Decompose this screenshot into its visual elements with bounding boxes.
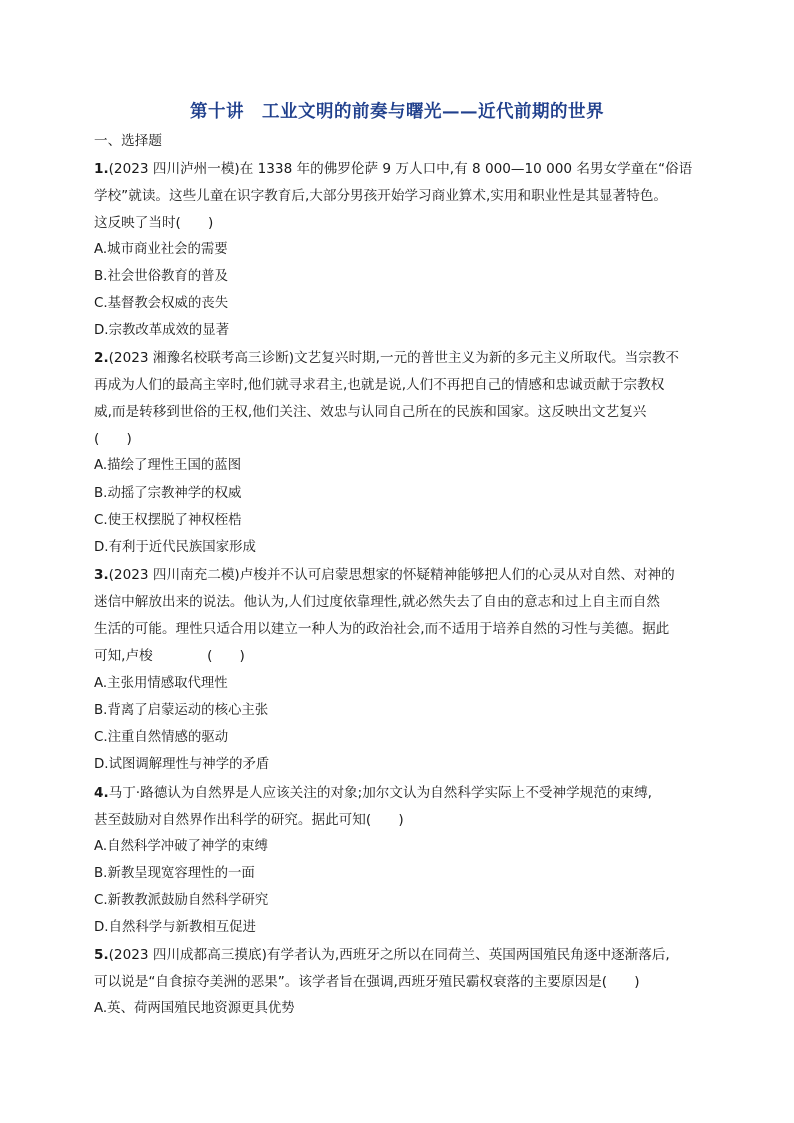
question-1-option-c: C.基督教会权威的丧失 (94, 296, 229, 311)
question-5-line-1: 5.(2023 四川成都高三摸底)有学者认为,西班牙之所以在同荷兰、英国两国殖民角逐中逐渐落后, (94, 947, 670, 963)
question-4-option-c: C.新教教派鼓励自然科学研究 (94, 893, 269, 908)
question-5-option-a: A.英、荷两国殖民地资源更具优势 (94, 1001, 295, 1016)
question-4-line-1: 4.马丁·路德认为自然界是人应该关注的对象;加尔文认为自然科学实际上不受神学规范的束缚, (94, 785, 653, 801)
question-3-option-c: C.注重自然情感的驱动 (94, 730, 229, 745)
question-1-line-2: 学校”就读。这些儿童在识字教育后,大部分男孩开始学习商业算术,实用和职业性是其显著特色。 (94, 188, 668, 204)
question-2-option-c: C.使王权摆脱了神权桎梏 (94, 513, 242, 528)
question-1-option-b: B.社会世俗教育的普及 (94, 269, 228, 284)
question-5-line-2: 可以说是“自食掠夺美洲的恶果”。该学者旨在强调,西班牙殖民霸权衰落的主要原因是( ) (94, 974, 640, 990)
question-2-line-1: 2.(2023 湘豫名校联考高三诊断)文艺复兴时期,一元的普世主义为新的多元主义所取代。当宗教不 (94, 350, 680, 366)
question-1-line-3: 这反映了当时( ) (94, 215, 214, 231)
question-3-option-a: A.主张用情感取代理性 (94, 676, 228, 691)
question-1-option-d: D.宗教改革成效的显著 (94, 323, 230, 338)
question-2-line-2: 再成为人们的最高主宰时,他们就寻求君主,也就是说,人们不再把自己的情感和忠诚贡献于宗教权 (94, 377, 665, 393)
question-3-line-4: 可知,卢梭 ( ) (94, 648, 245, 664)
question-4-option-b: B.新教呈现宽容理性的一面 (94, 866, 255, 881)
question-number: 4. (94, 785, 109, 801)
question-3-option-b: B.背离了启蒙运动的核心主张 (94, 703, 269, 718)
question-2-line-4: ( ) (94, 431, 132, 447)
question-3-line-3: 生活的可能。理性只适合用以建立一种人为的政治社会,而不适用于培养自然的习性与美德。据此 (94, 621, 670, 637)
question-number: 5. (94, 947, 109, 963)
question-4-option-a: A.自然科学冲破了神学的束缚 (94, 839, 268, 854)
question-3-line-1: 3.(2023 四川南充二模)卢梭并不认可启蒙思想家的怀疑精神能够把人们的心灵从对自然、对神的 (94, 567, 675, 583)
question-4-option-d: D.自然科学与新教相互促进 (94, 920, 256, 935)
page-title: 第十讲 工业文明的前奏与曙光——近代前期的世界 (190, 102, 604, 122)
question-2-option-d: D.有利于近代民族国家形成 (94, 540, 256, 555)
question-2-line-3: 威,而是转移到世俗的王权,他们关注、效忠与认同自己所在的民族和国家。这反映出文艺复兴 (94, 404, 647, 420)
question-3-option-d: D.试图调解理性与神学的矛盾 (94, 757, 270, 772)
question-4-line-2: 甚至鼓励对自然界作出科学的研究。据此可知( ) (94, 812, 404, 828)
question-2-option-b: B.动摇了宗教神学的权威 (94, 486, 242, 501)
section-heading: 一、选择题 (94, 133, 162, 149)
question-3-line-2: 迷信中解放出来的说法。他认为,人们过度依靠理性,就必然失去了自由的意志和过上自主而自然 (94, 594, 660, 610)
question-1-option-a: A.城市商业社会的需要 (94, 242, 228, 257)
question-2-option-a: A.描绘了理性王国的蓝图 (94, 458, 242, 473)
question-number: 3. (94, 567, 109, 583)
question-number: 1. (94, 161, 109, 177)
question-1-line-1: 1.(2023 四川泸州一模)在 1338 年的佛罗伦萨 9 万人口中,有 8 000—10 000 名男女学童在“俗语 (94, 161, 693, 177)
question-number: 2. (94, 350, 109, 366)
